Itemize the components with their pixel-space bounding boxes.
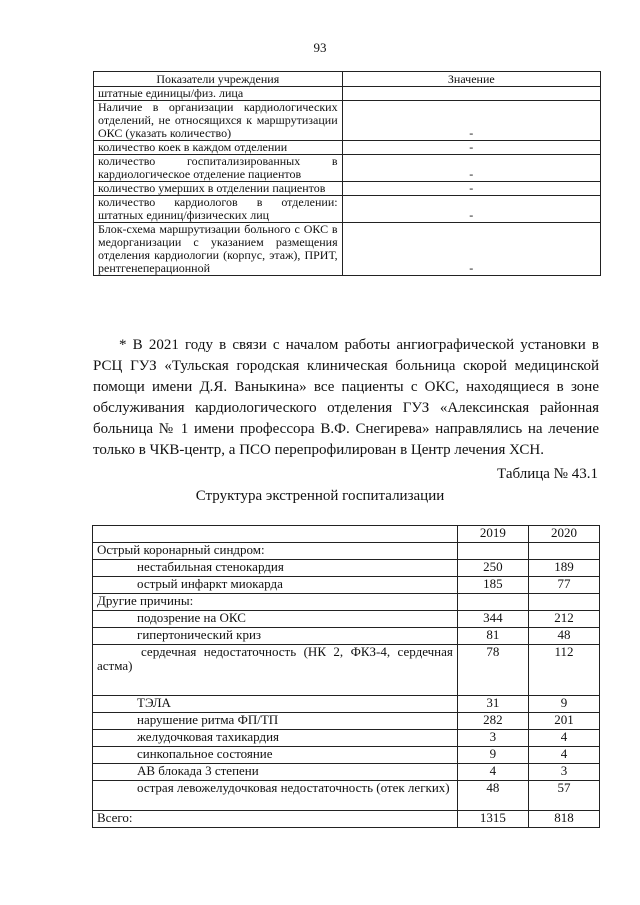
row-label: АВ блокада 3 степени [93,764,458,781]
value-2020: 112 [528,645,599,696]
value-2020: 201 [528,713,599,730]
value-2019: 48 [457,781,528,811]
value-2020: 4 [528,747,599,764]
table-row [93,645,600,696]
table-row [93,781,600,811]
header-year-2019: 2019 [457,526,528,543]
footnote-paragraph: * В 2021 году в связи с началом работы ангиографической установки в РСЦ ГУЗ «Тульская городская клиническая больница скорой медицинской помощи имени Д.Я. Ваныкина» все пациенты с ОКС, находящиеся в зоне обслуживания кардиологического отделения ГУЗ «Алексинская районная больница № 1 имени профессора В.Ф. Снегирева» направлялись на лечение только в ЧКВ-центр, а ПСО перепрофилирован в Центр лечения ХСН. [93,337,599,458]
table-row [93,747,600,764]
table-row-total [93,811,600,828]
row-label: Наличие в организации кардиологических отделений, не относящихся к маршрутизации ОКС (указать количество) [94,101,343,141]
row-value: - [342,196,600,223]
value-2019: 9 [457,747,528,764]
value-2020: 212 [528,611,599,628]
row-label: Всего: [93,811,458,828]
value-2020: 189 [528,560,599,577]
value-2019: 4 [457,764,528,781]
value-2019: 185 [457,577,528,594]
table-row [93,560,600,577]
header-empty [93,526,458,543]
row-label: количество госпитализированных в кардиологическое отделение пациентов [94,155,343,182]
row-label: желудочковая тахикардия [93,730,458,747]
row-label: ТЭЛА [93,696,458,713]
value-2020: 57 [528,781,599,811]
row-value: - [342,223,600,276]
value-2019: 81 [457,628,528,645]
row-label: подозрение на ОКС [93,611,458,628]
row-value: - [342,101,600,141]
value-2019: 1315 [457,811,528,828]
value-2019: 3 [457,730,528,747]
table-row [94,223,601,276]
value-2020 [528,543,599,560]
value-2019: 31 [457,696,528,713]
table-row [94,87,601,101]
table-row [93,611,600,628]
header-indicators: Показатели учреждения [94,72,343,87]
row-label: количество кардиологов в отделении: штатных единиц/физических лиц [94,196,343,223]
row-label: нарушение ритма ФП/ТП [93,713,458,730]
table-row [93,764,600,781]
row-label: острый инфаркт миокарда [93,577,458,594]
table-header-row [94,72,601,87]
value-2019 [457,594,528,611]
row-label: Другие причины: [93,594,458,611]
value-2019: 344 [457,611,528,628]
table-row [94,141,601,155]
value-2020: 818 [528,811,599,828]
table-row [94,101,601,141]
row-value [342,87,600,101]
row-value: - [342,141,600,155]
table-row [93,577,600,594]
value-2020: 3 [528,764,599,781]
table-row [93,628,600,645]
row-label: синкопальное состояние [93,747,458,764]
table-title: Структура экстренной госпитализации [195,488,445,504]
header-value: Значение [342,72,600,87]
table-row [94,155,601,182]
table-row [93,543,600,560]
row-label: гипертонический криз [93,628,458,645]
table-row [93,713,600,730]
table-row [94,182,601,196]
hospitalization-table [92,525,600,828]
value-2019: 250 [457,560,528,577]
header-year-2020: 2020 [528,526,599,543]
row-label-text: сердечная недостаточность (НК 2, ФКЗ-4, сердечная астма) [97,644,453,673]
value-2019 [457,543,528,560]
row-label: количество коек в каждом отделении [94,141,343,155]
row-label: Острый коронарный синдром: [93,543,458,560]
row-label: нестабильная стенокардия [93,560,458,577]
row-value: - [342,182,600,196]
value-2020: 4 [528,730,599,747]
value-2020: 9 [528,696,599,713]
row-value: - [342,155,600,182]
table-row [93,696,600,713]
value-2019: 78 [457,645,528,696]
value-2019: 282 [457,713,528,730]
table-header-row [93,526,600,543]
value-2020: 48 [528,628,599,645]
table-row [93,594,600,611]
row-label: Блок-схема маршрутизации больного с ОКС в медорганизации с указанием размещения отделения кардиологии (корпус, этаж), ПРИТ, рентгенеперационной [94,223,343,276]
row-label: штатные единицы/физ. лица [94,87,343,101]
table-row [93,730,600,747]
page-number: 93 [313,40,327,55]
table-row [94,196,601,223]
value-2020 [528,594,599,611]
table-label: Таблица № 43.1 [497,466,598,482]
facility-indicators-table [93,71,601,276]
value-2020: 77 [528,577,599,594]
row-label-text: острая левожелудочковая недостаточность (отек легких) [137,780,450,795]
row-label: количество умерших в отделении пациентов [94,182,343,196]
row-label [93,781,458,811]
row-label [93,645,458,696]
